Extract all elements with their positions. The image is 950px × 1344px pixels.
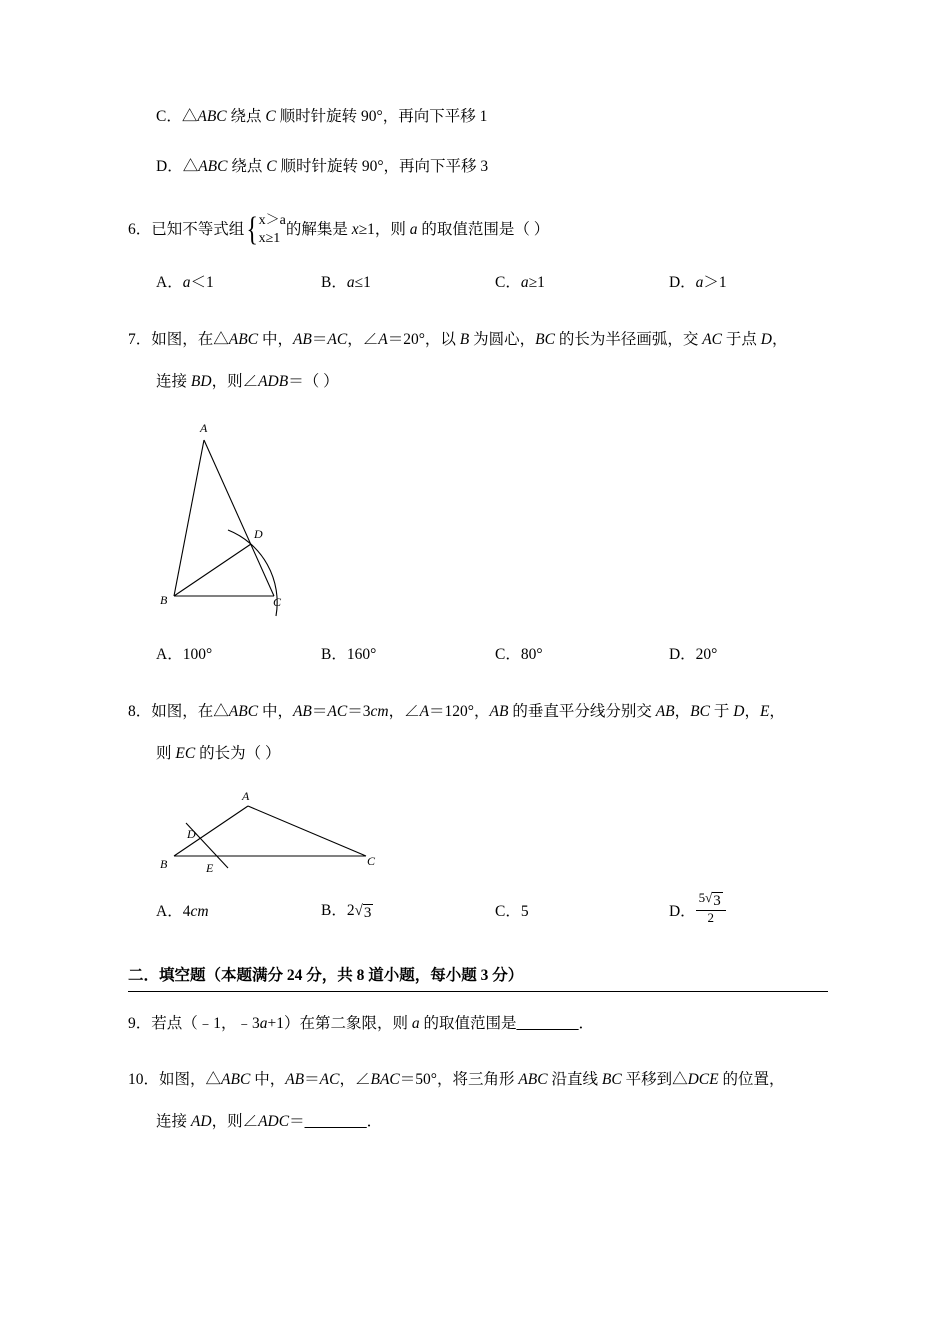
q10-t2: ，∠ [339,1071,371,1089]
q10-dce: DCE [687,1071,719,1089]
q8-number: 8． [128,703,152,721]
q8-ab2: AB [489,703,509,721]
q7-ac2: AC [702,331,723,349]
q8-option-b-label: B． [321,901,347,919]
q10-t5: 平移到△ [621,1071,688,1089]
q8-ac: AC [327,703,348,721]
question-8-options [128,892,828,927]
q7-triangle: ABC [228,331,259,349]
q7-bc: BC [535,331,555,349]
q6-option-d-label: D． [668,274,696,292]
q10-t6: 的位置， [718,1071,785,1089]
q6-option-d [669,270,828,292]
q6-option-b [321,270,495,292]
q6-stem-d: 的取值范围是（ ） [417,221,550,239]
q6-var: a [409,221,418,239]
q8-option-d-label: D． [668,902,696,920]
q7-t2: ，∠ [347,331,379,349]
q10-eq: ＝ [304,1071,320,1089]
q5-option-d-t1: 绕点 [227,158,267,176]
q8-option-b [321,898,495,922]
q8-t3: ＝120°， [429,703,490,721]
q7-t7: ， [772,331,788,349]
q8-label-A: A [242,789,250,804]
q7-t0: 如图，在△ [151,331,229,349]
q8-t4: 的垂直平分线分别交 [508,703,656,721]
q7-t3: ＝20°，以 [387,331,460,349]
q7-point-b: B [459,331,470,349]
q7-option-b [321,642,495,664]
q7-option-d-rest: 20° [695,646,718,664]
question-6-stem [128,210,828,248]
q9-answer-blank[interactable]: ________ [516,1015,579,1033]
q9-t2: 的取值范围是 [419,1015,517,1033]
q7-eq: ＝ [311,331,328,349]
q8-option-d-fraction [696,891,726,926]
q5-option-d-triangle: ABC [198,158,228,176]
q10-ac: AC [319,1071,340,1089]
q5-option-c-t1: 绕点 [226,108,266,125]
q7-option-a-label: A． [156,646,183,664]
q8-option-d-coef: 5 [698,890,706,906]
q8-eq2: ＝3 [347,703,371,721]
q8-label-B: B [160,857,168,872]
q8-option-a [156,899,321,921]
q7-option-d [669,642,828,664]
q8-label-C: C [367,854,376,869]
q7-option-c-label: C． [494,646,521,664]
q7-bd: BD [190,373,212,391]
q10-bac: BAC [370,1071,400,1089]
document-body [128,105,828,1134]
q6-option-b-var: a [346,274,355,292]
q7-number: 7． [128,331,152,349]
q6-option-b-rest: ≤1 [354,274,371,292]
q6-option-a-rest: ＜1 [190,274,214,292]
q6-option-c-rest: ≥1 [528,274,545,292]
question-6-options [128,270,828,292]
q8-figure-svg [156,788,406,878]
question-10-line2 [128,1110,828,1134]
q6-solution-var: x [351,221,359,239]
q8-option-b-radicand: 3 [363,904,372,921]
q8-option-d-radicand: 3 [713,893,721,910]
q8-t10: 的长为（ ） [195,745,281,763]
q8-option-d-denominator: 2 [707,910,714,926]
q8-t8: ， [769,703,785,721]
q8-bc: BC [690,703,710,721]
q6-system [244,212,286,247]
q7-label-B: B [160,593,168,608]
q8-option-d [669,892,828,927]
q10-t7: 连接 [156,1113,191,1131]
q5-option-d-label: D． [156,158,183,176]
q8-option-b-radical: √ 3 [354,902,372,921]
q10-t9: ＝ [289,1113,305,1131]
q7-option-b-rest: 160° [346,646,377,664]
q10-t3: ＝50°，将三角形 [399,1071,519,1089]
q8-t9: 则 [156,745,176,763]
q8-option-a-rest: 4 [182,902,191,920]
q8-point-e: E [759,703,770,721]
question-7-stem-line1 [128,328,828,352]
question-9 [128,1012,828,1036]
q6-option-c [495,270,669,292]
q5-option-c-point: C [265,108,276,125]
q10-answer-blank[interactable]: ________ [304,1113,367,1131]
q8-label-E: E [206,861,214,876]
q7-t9: ，则∠ [211,373,259,391]
q8-t2: ，∠ [388,703,420,721]
q8-option-d-numerator [696,891,726,910]
q8-point-d: D [733,703,745,721]
q5-option-c-t2: 顺时针旋转 90°，再向下平移 1 [275,108,488,125]
q7-option-a-rest: 100° [182,646,213,664]
q10-abc: ABC [518,1071,548,1089]
q6-option-d-rest: ＞1 [703,274,727,292]
q6-option-a-var: a [182,274,191,292]
q5-option-c-sym: △ [181,108,198,125]
q8-option-c-rest: 5 [520,902,529,920]
q8-t0: 如图，在△ [151,703,229,721]
q10-t8: ，则∠ [211,1113,259,1131]
q6-option-c-label: C． [494,274,521,292]
q5-option-c-label: C． [156,108,182,125]
q7-t4: 为圆心， [469,331,536,349]
q8-option-c [495,899,669,921]
q6-stem-c: ≥1，则 [358,221,410,239]
q5-option-d-t2: 顺时针旋转 90°，再向下平移 3 [276,158,489,176]
q6-stem-a: 已知不等式组 [151,221,245,239]
question-7-figure [128,418,828,628]
q5-option-d-point: C [266,158,277,176]
q7-label-D: D [254,527,263,542]
q10-adc: ADC [258,1113,290,1131]
section-divider [128,991,828,992]
question-7-options [128,642,828,664]
q10-ab: AB [285,1071,305,1089]
q7-option-d-label: D． [668,646,696,664]
q8-t1: 中， [258,703,293,721]
q6-stem-b: 的解集是 [285,221,352,239]
q6-option-a-label: A． [156,274,183,292]
q8-option-c-label: C． [494,902,521,920]
q10-t10: ． [366,1113,383,1131]
q9-number: 9． [128,1015,152,1033]
q8-eq1: ＝ [311,703,328,721]
q6-number: 6． [128,221,152,239]
q8-ec: EC [175,745,196,763]
question-8-stem-line2 [128,742,828,766]
q8-label-D: D [187,827,196,842]
q7-label-A: A [200,421,208,436]
q8-t6: 于 [709,703,734,721]
q6-system-row-2: x≥1 [258,230,281,246]
q8-triangle: ABC [228,703,259,721]
q10-t4: 沿直线 [547,1071,602,1089]
q8-ab3: AB [655,703,675,721]
q8-cm: cm [370,703,389,721]
q6-option-d-var: a [695,274,704,292]
q8-option-d-radical: √ 3 [705,890,721,910]
q6-system-row-1: x＞a [258,213,286,229]
q8-option-a-label: A． [156,902,183,920]
q9-var: a [259,1015,268,1033]
q6-option-c-var: a [520,274,529,292]
q7-label-C: C [273,595,282,610]
q7-ab: AB [292,331,312,349]
question-8-figure [128,788,828,878]
section-2-title: 二．填空题（本题满分 24 分，共 8 道小题，每小题 3 分） [128,967,524,985]
q8-t7: ， [744,703,760,721]
question-8-stem-line1 [128,700,828,724]
q7-t6: 于点 [722,331,761,349]
q8-option-a-unit: cm [190,902,209,920]
q9-t3: ． [578,1015,595,1033]
q10-triangle: ABC [221,1071,251,1089]
q10-t0: 如图，△ [159,1071,222,1089]
brace-glyph: { [246,210,259,248]
q6-option-a [156,270,321,292]
question-10-line1 [128,1068,828,1092]
q9-var2: a [411,1015,420,1033]
q9-t1: +1）在第二象限，则 [267,1015,412,1033]
q8-t5: ， [674,703,691,721]
q9-t0: 若点（﹣1，﹣3 [151,1015,260,1033]
q7-option-a [156,642,321,664]
q8-angle-a: A [419,703,430,721]
q7-adb: ADB [258,373,289,391]
q8-option-b-coef: 2 [346,901,355,919]
q5-option-c-triangle: ABC [197,108,227,125]
q10-bc: BC [601,1071,622,1089]
q7-point-d: D [760,331,772,349]
q6-option-b-label: B． [321,274,347,292]
q7-option-c [495,642,669,664]
q7-t5: 的长为半径画弧，交 [554,331,703,349]
q10-number: 10． [128,1071,160,1089]
q7-option-c-rest: 80° [520,646,543,664]
q8-ab: AB [292,703,312,721]
q7-angle-a: A [378,331,388,349]
q5-option-c [128,105,828,129]
q5-option-d [128,155,828,179]
q5-option-d-sym: △ [182,158,199,176]
q10-ad: AD [190,1113,212,1131]
q7-option-b-label: B． [321,646,347,664]
q7-t8: 连接 [156,373,191,391]
q7-ac: AC [327,331,348,349]
q7-t10: ＝（ ） [288,373,339,391]
q7-figure-svg [156,418,316,628]
question-7-stem-line2 [128,370,828,394]
q7-t1: 中， [258,331,293,349]
q10-t1: 中， [250,1071,286,1089]
